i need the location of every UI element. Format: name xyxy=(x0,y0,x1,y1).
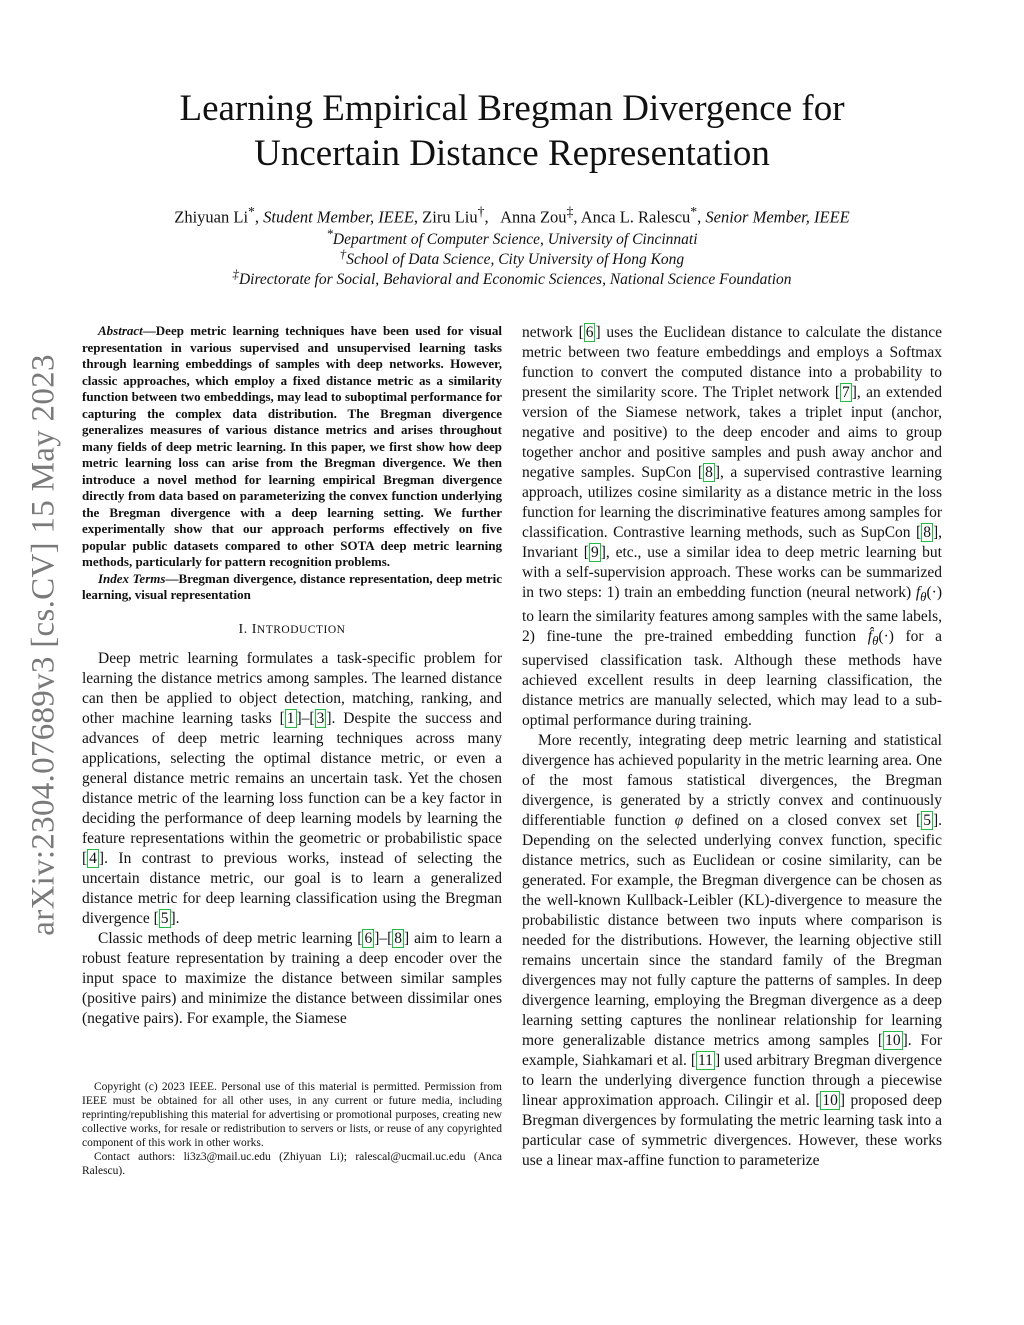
text-run: , an extended version of the Siamese network, takes a triplet input (anchor, negative and positive) to the deep encoder and aims to group together anchor and positive samples and push away anchor and negative samples. SupCon xyxy=(522,384,942,481)
citation-10[interactable]: 10 xyxy=(822,1092,838,1110)
citation-11[interactable]: 11 xyxy=(698,1052,713,1070)
text-run: aim to learn a robust feature representation by training a deep encoder over the input space to maximize the distance between similar samples (positive pairs) and minimize the distance between dissimilar ones (negative pairs). For example, the Siamese xyxy=(82,929,503,1027)
arxiv-id-text: arXiv:2304.07689v3 [cs.CV] 15 May 2023 xyxy=(25,354,62,936)
affiliation-mark: * xyxy=(326,226,333,241)
abstract-text: Deep metric learning techniques have been used for visual representation in various supervised and unsupervised learning tasks through learning embeddings of samples with deep networks. However, classic approaches, which employ a fixed distance metric as a similarity function between two embeddings, may lead to suboptimal performance for capturing the complex data distribution. The Bregman divergence generalizes measures of various distance metrics and arises throughout many fields of deep metric learning. In this paper, we first show how deep metric learning loss can arise from the Bregman divergence. We then introduce a novel method for learning empirical Bregman divergence directly from data based on parameterizing the convex function underlying the Bregman divergence with a deep learning setting. We further experimentally show that our approach performs effectively on five popular public datasets compared to other SOTA deep metric learning methods, particularly for pattern recognition problems. xyxy=(82,323,502,569)
citation-8[interactable]: 8 xyxy=(923,524,931,541)
index-terms-text: Bregman divergence, distance representation, deep metric learning, visual representation xyxy=(82,570,502,602)
text-run: , a supervised contrastive learning approach, utilizes cosine similarity as a distance metric in the loss function for learning the discriminative features among samples for classification. Contrastive learning methods, such as SupCon xyxy=(522,464,942,541)
author-name: Zhiyuan Li xyxy=(174,207,249,227)
math-arg: (·) xyxy=(878,628,894,646)
intro-paragraph-1: Deep metric learning formulates a task-specific problem for learning the distance metrics among samples. The learned distance can then be applied to object detection, matching, ranking, and other machine learning tasks [ 1 ]–[ 3 ]. Despite the success and advances of deep metric learning techniques across many applications, selecting the optimal distance metric, or even a general distance metric remains an uncertain task. Yet the chosen distance metric of the learning loss function can be a key factor in deciding the performance of deep learning models by learning the feature representations within the geometric or probabilistic space [ 4 ]. In contrast to previous works, instead of selecting the uncertain distance metric, our goal is to learn a generalized distance metric for deep learning classification using the Bregman divergence [ 5 ]. xyxy=(82,649,502,927)
text-run: , Invariant xyxy=(522,524,942,561)
author-mark: ‡ xyxy=(566,204,574,219)
left-column xyxy=(82,323,502,1029)
text-run: . In contrast to previous works, instead of selecting the uncertain distance metric, our goal is to learn a generalized distance metric for deep learning classification using the Bregman divergence xyxy=(82,849,502,927)
arxiv-identifier xyxy=(14,340,74,950)
text-run: for a supervised classification task. Although these methods have achieved excellent results in deep learning classification, the distance metrics are manually selected, which may lead to a sub-optimal performance during training. xyxy=(522,628,943,730)
text-run: network xyxy=(522,324,579,341)
right-paragraph-2: More recently, integrating deep metric learning and statistical divergence has achieved popularity in the metric learning area. One of the most famous statistical divergences, the Bregman divergence, is generated by a strictly convex and continuously differentiable function φ defined on a closed convex set [ 5 ]. Depending on the selected underlying convex function, specific distance metrics, such as Euclidean or cosine similarity, can be generated. For example, the Bregman divergence can be chosen as the well-known Kullback-Leibler (KL)-divergence to measure the probabilistic distance between two inputs where comparison is needed for the distributions. However, the learning objective still remains uncertain since the standard family of the Bregman divergences may not fully capture the patterns of samples. In deep divergence learning, employing the Bregman divergence as a deep learning setting captures the nonlinear relationship for learning more generalizable distance metrics among samples [ 10 ]. For example, Siahkamari et al. [ 11 ] used arbitrary Bregman divergence to learn the underlying divergence function through a piecewise linear approximation approach. Cilingir et al. [ 10 ] proposed deep Bregman divergences by formulating the metric learning task into a particular case of symmetric divergences. However, these works use a linear max-affine function to parameterize xyxy=(522,732,943,1170)
citation-1[interactable]: 1 xyxy=(286,709,295,727)
math-fhat-theta xyxy=(867,628,894,649)
affiliation xyxy=(0,264,1024,290)
footnote xyxy=(82,1080,502,1178)
citation-6[interactable]: 6 xyxy=(364,929,373,947)
math-phi: φ xyxy=(674,812,684,830)
index-terms-label: Index Terms xyxy=(98,570,166,586)
affiliation-text: Department of Computer Science, University of Cincinnati xyxy=(332,231,698,249)
author-name: Anna Zou xyxy=(500,207,567,227)
text-run: uses the Euclidean distance to calculate the distance metric between two feature embeddings and employs a Softmax function to convert the computed distance into a probability to present the similarity score. The Triplet network xyxy=(522,324,942,401)
index-terms: Index Terms—Bregman divergence, distance representation, deep metric learning, visual representation xyxy=(82,570,502,602)
section-number: I. xyxy=(238,621,248,637)
intro-paragraph-2: Classic methods of deep metric learning [ 6 ]–[ 8 ] aim to learn a robust feature representation by training a deep encoder over the input space to maximize the distance between similar samples (positive pairs) and minimize the distance between dissimilar ones (negative pairs). For example, the Siamese xyxy=(82,929,503,1027)
math-symbol: f xyxy=(915,584,921,601)
citation-6[interactable]: 6 xyxy=(585,324,594,341)
title-line-1: Learning Empirical Bregman Divergence for xyxy=(179,88,845,129)
citation-10[interactable]: 10 xyxy=(885,1032,901,1050)
citation-8[interactable]: 8 xyxy=(705,464,713,481)
paper-title xyxy=(0,86,1024,176)
text-run: . For example, Siahkamari et al. xyxy=(522,1032,942,1070)
citation-5[interactable]: 5 xyxy=(160,909,169,927)
text-run: Deep metric learning formulates a task-specific problem for learning the distance metrics among samples. The learned distance can then be applied to object detection, matching, ranking, and other machine learning tasks xyxy=(82,649,502,727)
author-mark: * xyxy=(248,204,255,219)
text-run: to learn the similarity features among samples with the same labels, 2) fine-tune the pre-trained embedding function xyxy=(522,608,942,646)
text-run: defined on a closed convex set xyxy=(683,812,917,830)
right-column xyxy=(522,323,942,1171)
text-run: More recently, integrating deep metric learning and statistical divergence has achieved popularity in the metric learning area. One of the most famous statistical divergences, the Bregman divergence, is generated by a strictly convex and continuously differentiable function xyxy=(522,732,942,830)
citation-link[interactable]: [ 1 ]–[ 3 ] xyxy=(279,709,332,727)
section-title-rest: NTRODUCTION xyxy=(256,623,346,636)
citation-9[interactable]: 9 xyxy=(590,544,599,561)
math-symbol: f̂ xyxy=(867,628,873,646)
math-subscript: θ xyxy=(872,633,879,649)
text-run: . Depending on the selected underlying convex function, specific distance metrics, such as Euclidean or cosine similarity, can be generated. For example, the Bregman divergence can be chosen as the well-known Kullback-Leibler (KL)-divergence to measure the probabilistic distance between two inputs where comparison is needed for the distributions. However, the learning objective still remains uncertain since the standard family of the Bregman divergences may not fully capture the patterns of samples. In deep divergence learning, employing the Bregman divergence as a deep learning setting captures the nonlinear relationship for learning more generalizable distance metrics among samples xyxy=(522,812,942,1050)
contact-note: Contact authors: li3z3@mail.uc.edu (Zhiyuan Li); ralescal@ucmail.uc.edu (Anca Ralescu). xyxy=(82,1151,502,1177)
citation-4[interactable]: 4 xyxy=(89,849,97,867)
affiliation-text: School of Data Science, City University of Hong Kong xyxy=(346,251,685,269)
affiliation-mark: ‡ xyxy=(232,266,239,281)
citation-5[interactable]: 5 xyxy=(923,812,931,830)
text-run: Classic methods of deep metric learning xyxy=(98,929,358,947)
math-f-theta xyxy=(915,584,942,605)
citation-3[interactable]: 3 xyxy=(316,709,325,727)
affiliation-text: Directorate for Social, Behavioral and Economic Sciences, National Science Foundation xyxy=(238,271,792,289)
abstract: Abstract—Deep metric learning techniques have been used for visual representation in various supervised and unsupervised learning tasks through learning embeddings of samples with deep networks. However, classic approaches, which employ a fixed distance metric as a similarity function between two embeddings, may lead to suboptimal performance for capturing the complex data distribution. The Bregman divergence generalizes measures of various distance metrics and arises throughout many fields of deep metric learning. In this paper, we first show how deep metric learning loss can arise from the Bregman divergence. We then introduce a novel method for learning empirical Bregman divergence directly from data based on parameterizing the convex function underlying the Bregman divergence with a deep learning setting. We further experimentally show that our approach performs effectively on five popular public datasets compared to other SOTA deep metric learning methods, particularly for pattern recognition problems. xyxy=(82,323,502,569)
title-line-2: Uncertain Distance Representation xyxy=(254,133,770,174)
math-arg: (·) xyxy=(926,584,942,601)
math-subscript: θ xyxy=(920,589,927,605)
abstract-label: Abstract xyxy=(98,323,143,338)
section-title-initial: I xyxy=(251,621,257,637)
author-name: Ziru Liu xyxy=(422,207,478,227)
text-run: . Despite the success and advances of deep metric learning techniques across many applications, selecting the optimal distance metric, or even a general distance metric remains an uncertain task. Yet the chosen distance metric of the learning loss function can be a key factor in deciding the performance of deep learning models by learning the feature representations within the geometric or probabilistic space xyxy=(82,709,502,847)
author-list: Zhiyuan Li*, Student Member, IEEE, Ziru Liu†, Anna Zou‡, Anca L. Ralescu*, Senior Member, IEEE xyxy=(174,204,850,227)
citation-7[interactable]: 7 xyxy=(842,384,850,401)
author-role: Senior Member, IEEE xyxy=(705,207,850,227)
right-paragraph-1: network [ 6 ] uses the Euclidean distance to calculate the distance metric between two feature embeddings and employs a Softmax function to convert the computed distance into a probability to present the similarity score. The Triplet network [ 7 ], an extended version of the Siamese network, takes a triplet input (anchor, negative and positive) to the deep encoder and aims to group together anchor and positive samples and push away anchor and negative samples. SupCon [ 8 ], a supervised contrastive learning approach, utilizes cosine similarity as a distance metric in the loss function for learning the discriminative features among samples for classification. Contrastive learning methods, such as SupCon [ 8 ], Invariant [ 9 ], etc., use a similar idea to deep metric learning but with a self-supervision approach. These works can be summarized in two steps: 1) train an embedding function (neural network) $f_\theta(\cdot)$ to learn the similarity features among samples with the same labels, 2) fine-tune the pre-trained embedding function $f̂_\theta(\cdot)$ for a supervised classification task. Although these methods have achieved excellent results in deep learning classification, the distance metrics are manually selected, which may lead to a sub-optimal performance during training. xyxy=(522,324,943,730)
author-mark: * xyxy=(690,204,698,219)
author-role: Student Member, IEEE xyxy=(263,207,414,227)
author-mark: † xyxy=(477,204,485,219)
affiliation-mark: † xyxy=(339,246,347,261)
author-name: Anca L. Ralescu xyxy=(580,207,691,227)
section-heading xyxy=(82,620,502,640)
text-run: used arbitrary Bregman divergence to learn the underlying divergence function through a piecewise linear approximation approach. Cilingir et al. xyxy=(522,1052,943,1110)
text-run: , etc., use a similar idea to deep metric learning but with a self-supervision approach. These works can be summarized in two steps: 1) train an embedding function (neural network) xyxy=(522,544,942,601)
citation-8[interactable]: 8 xyxy=(394,929,403,947)
copyright-notice: Copyright (c) 2023 IEEE. Personal use of this material is permitted. Permission from IEEE must be obtained for all other uses, in any current or future media, including reprinting/republishing this material for advertising or promotional purposes, creating new collective works, for resale or redistribution to servers or lists, or reuse of any copyrighted component of this work in other works. xyxy=(82,1081,502,1149)
text-run: proposed deep Bregman divergences by formulating the metric learning task into a particular case of symmetric divergences. However, these works use a linear max-affine function to parameterize xyxy=(522,1092,942,1170)
